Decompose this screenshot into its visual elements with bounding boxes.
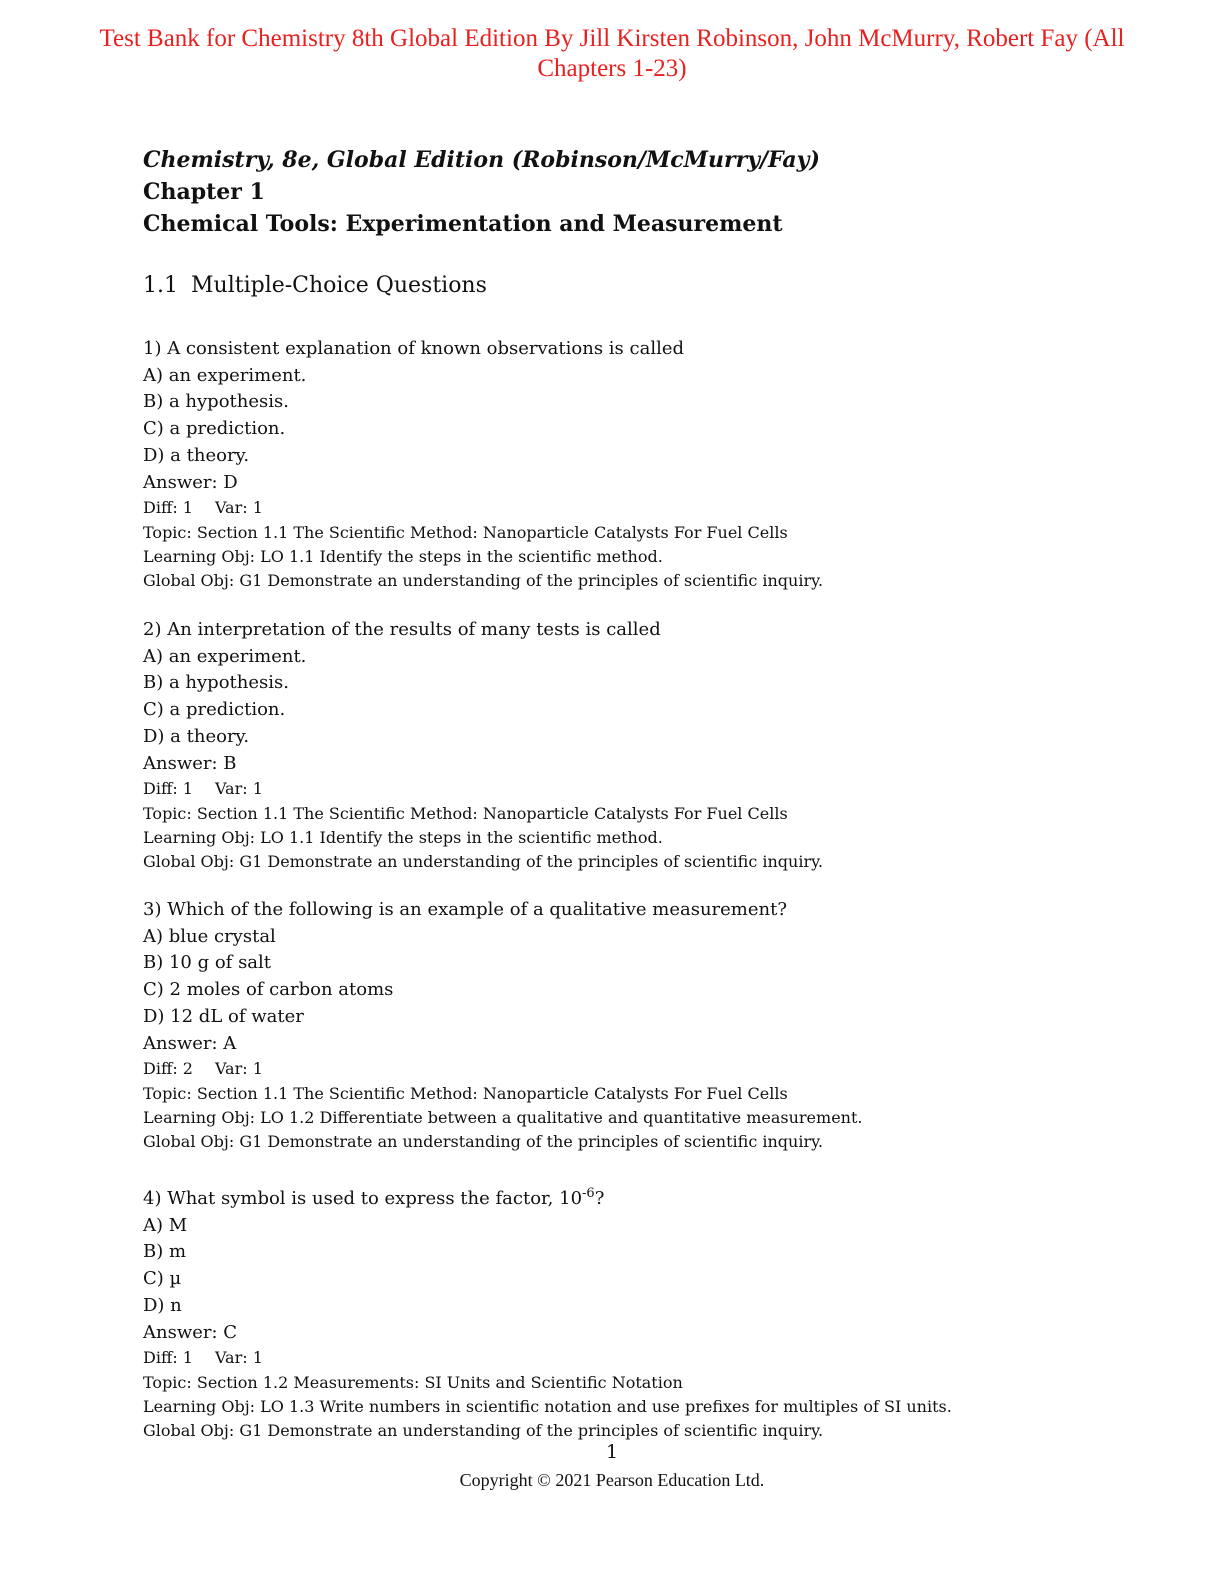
option-c: C) µ [143, 1268, 182, 1290]
option-b: B) a hypothesis. [143, 391, 289, 413]
topic: Topic: Section 1.1 The Scientific Method: Nanoparticle Catalysts For Fuel Cells [143, 803, 788, 823]
question-4 [143, 1181, 952, 1443]
global-objective: Global Obj: G1 Demonstrate an understanding of the principles of scientific inquiry. [143, 852, 824, 872]
section-title: Multiple-Choice Questions [191, 273, 487, 298]
question-text: 3) Which of the following is an example of a qualitative measurement? [143, 899, 788, 920]
answer: Answer: B [143, 752, 237, 774]
banner-line-1: Test Bank for Chemistry 8th Global Edition By Jill Kirsten Robinson, John McMurry, Robert Fay (All [99, 25, 1125, 52]
question-1 [143, 336, 823, 593]
section-number: 1.1 [143, 273, 178, 298]
exponent: -6 [582, 1186, 595, 1201]
variant: Var: 1 [214, 779, 263, 799]
option-c: C) a prediction. [143, 418, 286, 440]
learning-objective: Learning Obj: LO 1.2 Differentiate between a qualitative and quantitative measurement. [143, 1107, 863, 1127]
difficulty-line [143, 1057, 862, 1081]
learning-objective: Learning Obj: LO 1.1 Identify the steps in the scientific method. [143, 827, 663, 847]
book-title: Chemistry, 8e, Global Edition (Robinson/McMurry/Fay) [143, 147, 820, 173]
question-text: 4) What symbol is used to express the factor, $10^{-6}$? [143, 1186, 605, 1209]
question-text: 2) An interpretation of the results of many tests is called [143, 619, 661, 640]
question-3 [143, 897, 862, 1154]
option-b: B) m [143, 1241, 187, 1263]
answer: Answer: C [143, 1321, 238, 1343]
variant: Var: 1 [214, 498, 263, 518]
option-d: D) 12 dL of water [143, 1005, 304, 1027]
option-a: A) M [143, 1214, 188, 1236]
page-number: 1 [605, 1441, 619, 1463]
global-objective: Global Obj: G1 Demonstrate an understanding of the principles of scientific inquiry. [143, 1132, 824, 1152]
option-d: D) n [143, 1294, 182, 1316]
option-b: B) 10 g of salt [143, 952, 272, 974]
learning-objective: Learning Obj: LO 1.3 Write numbers in scientific notation and use prefixes for multiples of SI units. [143, 1396, 952, 1416]
section-heading [143, 273, 487, 298]
difficulty: Diff: 1 [143, 1348, 193, 1368]
topic: Topic: Section 1.1 The Scientific Method: Nanoparticle Catalysts For Fuel Cells [143, 1083, 788, 1103]
option-d: D) a theory. [143, 444, 250, 466]
difficulty-line [143, 777, 823, 801]
variant: Var: 1 [214, 1059, 263, 1079]
document-header [143, 144, 820, 240]
question-2 [143, 617, 823, 874]
chapter-title: Chemical Tools: Experimentation and Measurement [143, 211, 783, 237]
global-objective: Global Obj: G1 Demonstrate an understanding of the principles of scientific inquiry. [143, 1421, 824, 1441]
option-b: B) a hypothesis. [143, 672, 289, 694]
question-text: 1) A consistent explanation of known observations is called [143, 338, 685, 359]
test-bank-banner [0, 24, 1224, 84]
answer: Answer: D [143, 471, 238, 493]
learning-objective: Learning Obj: LO 1.1 Identify the steps in the scientific method. [143, 546, 663, 566]
banner-line-2: Chapters 1-23) [537, 55, 687, 82]
answer: Answer: A [143, 1032, 237, 1054]
option-c: C) 2 moles of carbon atoms [143, 979, 394, 1001]
topic: Topic: Section 1.1 The Scientific Method: Nanoparticle Catalysts For Fuel Cells [143, 522, 788, 542]
difficulty: Diff: 1 [143, 779, 193, 799]
option-a: A) an experiment. [143, 364, 307, 386]
variant: Var: 1 [214, 1348, 263, 1368]
difficulty: Diff: 1 [143, 498, 193, 518]
option-a: A) an experiment. [143, 645, 307, 667]
option-a: A) blue crystal [143, 925, 276, 947]
difficulty-line [143, 496, 823, 520]
global-objective: Global Obj: G1 Demonstrate an understanding of the principles of scientific inquiry. [143, 571, 824, 591]
chapter-number: Chapter 1 [143, 179, 265, 205]
option-c: C) a prediction. [143, 699, 286, 721]
copyright-notice: Copyright © 2021 Pearson Education Ltd. [459, 1470, 765, 1490]
topic: Topic: Section 1.2 Measurements: SI Units and Scientific Notation [143, 1372, 683, 1392]
difficulty-line [143, 1346, 952, 1370]
difficulty: Diff: 2 [143, 1059, 193, 1079]
option-d: D) a theory. [143, 725, 250, 747]
